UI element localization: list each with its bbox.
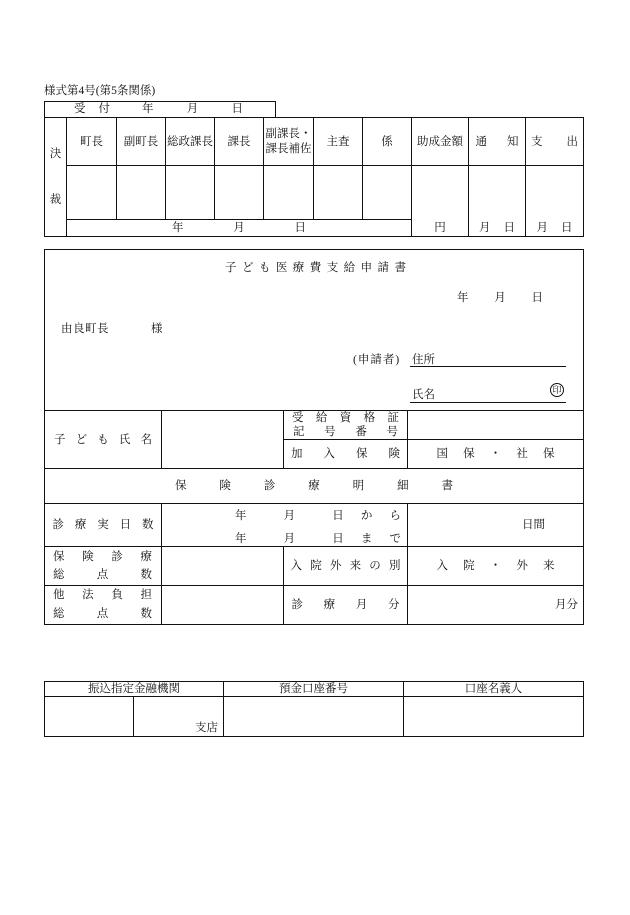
treatment-days-field[interactable] [407, 503, 584, 547]
approval-header-notice [468, 117, 526, 166]
approval-header-clerk [362, 117, 412, 166]
amount-unit: 円 [434, 222, 446, 234]
approval-header-deputy-section-chief [263, 117, 314, 166]
payment-date-cell[interactable] [525, 165, 584, 237]
payment-date: 月 日 [536, 222, 573, 234]
insured-points-label-line: 総 点 数 [53, 569, 152, 581]
treatment-month-field[interactable] [407, 585, 584, 625]
stamp-cell-chief-clerk[interactable] [313, 165, 363, 220]
approval-header-payment [525, 117, 584, 166]
stamp-cell-deputy-section-chief[interactable] [263, 165, 314, 220]
other-points-label-line: 総 点 数 [53, 608, 152, 620]
treatment-period-from: 年 月 日から [235, 510, 401, 522]
name-label: 氏名 [412, 389, 435, 401]
child-name-label: 子 ど も 氏 名 [54, 433, 152, 446]
details-heading: 保 険 診 療 明 細 書 [175, 480, 453, 492]
branch-name-field[interactable] [133, 696, 224, 737]
bank-header-label: 振込指定金融機関 [88, 683, 180, 695]
approval-header-label: 課長 [227, 135, 251, 148]
treatment-month-label: 診 療 月 分 [291, 599, 400, 611]
care-type-label-cell [283, 546, 408, 586]
treatment-month-label-cell [283, 585, 408, 625]
addressee: 由良町長 [61, 323, 109, 335]
certificate-label-cell [283, 410, 408, 440]
approval-date: 年 月 日 [172, 222, 306, 234]
address-label: 住所 [412, 354, 435, 366]
stamp-cell-general-affairs-chief[interactable] [165, 165, 215, 220]
applicant-label: (申請者) [353, 354, 401, 366]
insured-points-field[interactable] [161, 546, 284, 586]
approval-header-label: 助成金額 [417, 135, 463, 148]
notice-date-cell[interactable] [468, 165, 526, 237]
approval-header-chief-clerk [313, 117, 363, 166]
bank-name-field[interactable] [44, 696, 134, 737]
insurance-label-cell [283, 439, 408, 469]
bank-header-account-holder [403, 681, 584, 697]
care-type-label: 入 院 外 来 の 別 [290, 560, 401, 572]
approval-header-mayor [66, 117, 117, 166]
stamp-cell-deputy-mayor[interactable] [116, 165, 166, 220]
stamp-cell-mayor[interactable] [66, 165, 117, 220]
stamp-cell-clerk[interactable] [362, 165, 412, 220]
notice-date: 月 日 [479, 222, 515, 234]
insurance-options-cell[interactable] [407, 439, 584, 469]
child-name-label-cell [44, 410, 162, 469]
treatment-period-field[interactable] [161, 503, 408, 547]
account-number-field[interactable] [223, 696, 404, 737]
approval-header-label: 副課長・課長補佐 [265, 127, 312, 155]
form-number: 様式第4号(第5条関係) [44, 85, 156, 97]
approval-header-label: 通 知 [475, 135, 519, 148]
receipt-date: 年 月 日 [142, 103, 243, 115]
approval-header-section-chief [214, 117, 264, 166]
application-date: 年 月 日 [457, 292, 543, 304]
bank-header-label: 口座名義人 [464, 683, 523, 695]
account-holder-field[interactable] [403, 696, 584, 737]
branch-suffix: 支店 [195, 722, 218, 734]
days-unit: 日間 [522, 519, 545, 531]
details-heading-cell [44, 468, 584, 504]
honorific: 様 [151, 323, 163, 335]
certificate-label-line: 受 給 資 格 証 [292, 412, 399, 424]
approval-side-cell [44, 117, 67, 237]
treatment-period-to: 年 月 日まで [235, 533, 401, 545]
form-title: 子 ど も 医 療 費 支 給 申 請 書 [225, 262, 406, 274]
stamp-cell-section-chief[interactable] [214, 165, 264, 220]
approval-header-label: 支 出 [531, 135, 578, 148]
address-line[interactable] [410, 366, 566, 367]
approval-header-label: 主査 [326, 135, 350, 148]
approval-header-general-affairs-chief [165, 117, 215, 166]
month-unit: 月分 [555, 599, 578, 611]
insured-points-label-cell [44, 546, 162, 586]
bank-header-account-number [223, 681, 404, 697]
care-type-options-cell[interactable] [407, 546, 584, 586]
approval-side-label: 決裁 [49, 148, 62, 206]
bank-header-label: 預金口座番号 [279, 683, 348, 695]
approval-date-cell[interactable] [66, 219, 412, 237]
insured-points-label-line: 保 険 診 療 [53, 551, 152, 563]
other-points-label-cell [44, 585, 162, 625]
approval-header-subsidy-amount [411, 117, 469, 166]
other-points-label-line: 他 法 負 担 [53, 589, 152, 601]
bank-header-institution [44, 681, 224, 697]
other-points-field[interactable] [161, 585, 284, 625]
approval-header-label: 町長 [80, 135, 103, 148]
child-name-field[interactable] [161, 410, 284, 469]
receipt-label: 受 付 [74, 103, 110, 115]
certificate-number-field[interactable] [407, 410, 584, 440]
treatment-days-label-cell [44, 503, 162, 547]
care-type-options: 入 院 ・ 外 来 [436, 560, 555, 572]
insurance-label: 加 入 保 険 [291, 448, 400, 460]
seal-mark: 印 [550, 383, 564, 397]
approval-header-label: 副町長 [123, 135, 159, 148]
subsidy-amount-cell[interactable] [411, 165, 469, 237]
name-line[interactable] [410, 402, 566, 403]
approval-header-label: 総政課長 [167, 135, 213, 148]
treatment-days-label: 診 療 実 日 数 [52, 519, 154, 531]
approval-header-deputy-mayor [116, 117, 166, 166]
insurance-options: 国 保 ・ 社 保 [436, 448, 555, 460]
certificate-label-line: 記 号 番 号 [293, 426, 398, 438]
approval-header-label: 係 [381, 135, 393, 148]
